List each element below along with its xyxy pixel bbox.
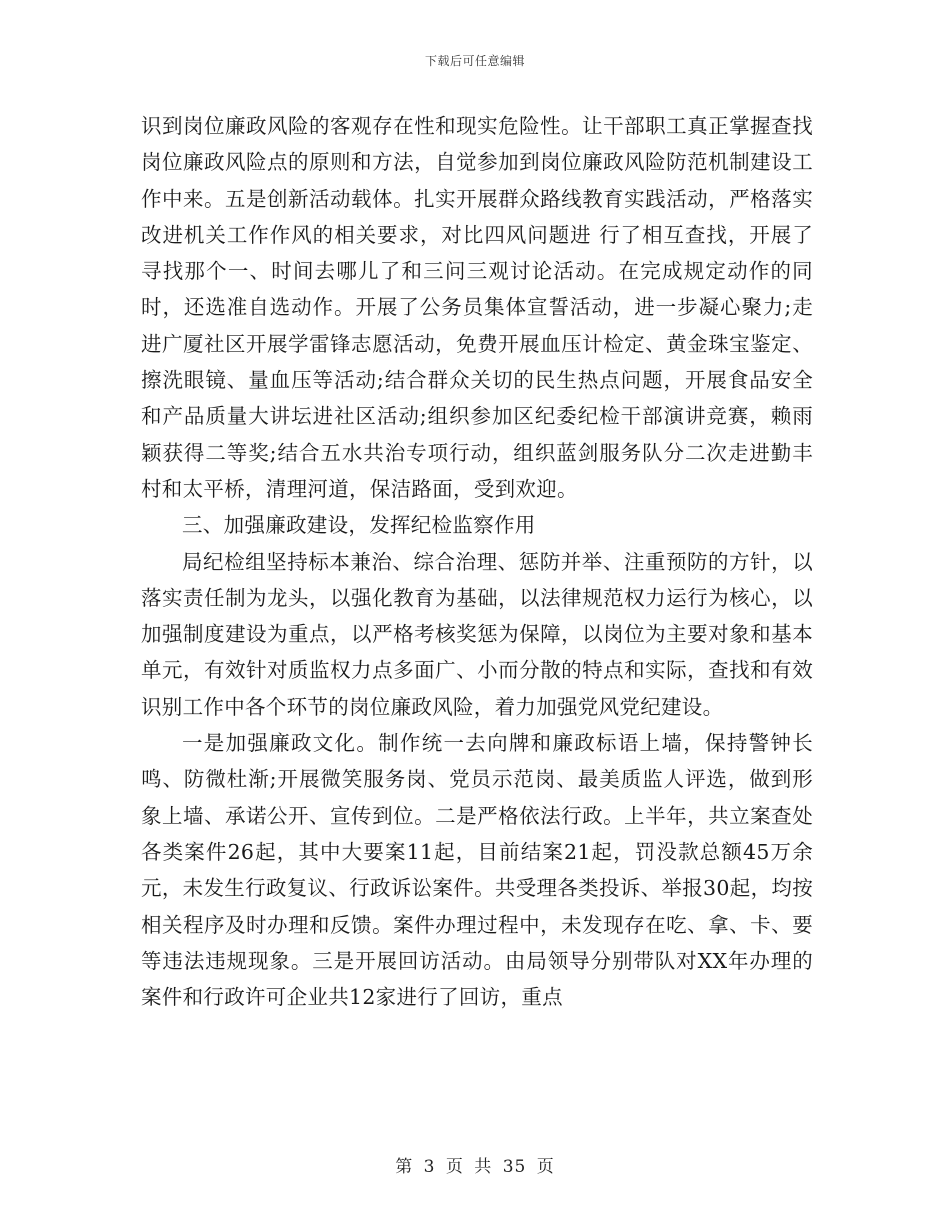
section-heading: 三、加强廉政建设，发挥纪检监察作用 (182, 513, 536, 538)
header-note: 下载后可任意编辑 (424, 54, 525, 68)
paragraph-continuation: 识到岗位廉政风险的客观存在性和现实危险性。让干部职工真正掌握查找岗位廉政风险点的原则和方法，自觉参加到岗位廉政风险防范机制建设工作中来。五是创新活动载体。扎实开展群众路线教育实践活动，严格落实改进机关工作作风的相关要求，对比四风问题进 行了相互查找，开展了寻找那个一、时间去哪儿了和三问三观讨论活动。在完成规定动作的同时，还选准自选动作。开展了公务员集体宣誓活动，进一步凝心聚力;走进广厦社区开展学雷锋志愿活动，免费开展血压计检定、黄金珠宝鉴定、擦洗眼镜、量血压等活动;结合群众关切的民生热点问题，开展食品安全和产品质量大讲坛进社区活动;组织参加区纪委纪检干部演讲竞赛，赖雨颖获得二等奖;结合五水共治专项行动，组织蓝剑服务队分二次走进勤丰村和太平桥，清理河道，保洁路面，受到欢迎。 (141, 114, 813, 501)
paragraph-discipline-inspection: 局纪检组坚持标本兼治、综合治理、惩防并举、注重预防的方针，以落实责任制为龙头，以强化教育为基础，以法律规范权力运行为核心，以加强制度建设为重点，以严格考核奖惩为保障，以岗位为主要对象和基本单元，有效针对质监权力点多面广、小而分散的特点和实际，查找和有效识别工作中各个环节的岗位廉政风险，着力加强党风党纪建设。 (141, 549, 813, 719)
document-body (141, 108, 813, 1015)
page-number-footer: 第 3 页 共 35 页 (395, 1157, 555, 1177)
paragraph-integrity-culture: 一是加强廉政文化。制作统一去向牌和廉政标语上墙，保持警钟长鸣、防微杜渐;开展微笑服务岗、党员示范岗、最美质监人评选，做到形象上墙、承诺公开、宣传到位。二是严格依法行政。上半年，共立案查处各类案件26起，其中大要案11起，目前结案21起，罚没款总额45万余元，未发生行政复议、行政诉讼案件。共受理各类投诉、举报30起，均按相关程序及时办理和反馈。案件办理过程中，未发现存在吃、拿、卡、要等违法违规现象。三是开展回访活动。由局领导分别带队对XX年办理的案件和行政许可企业共12家进行了回访，重点 (141, 731, 813, 1010)
